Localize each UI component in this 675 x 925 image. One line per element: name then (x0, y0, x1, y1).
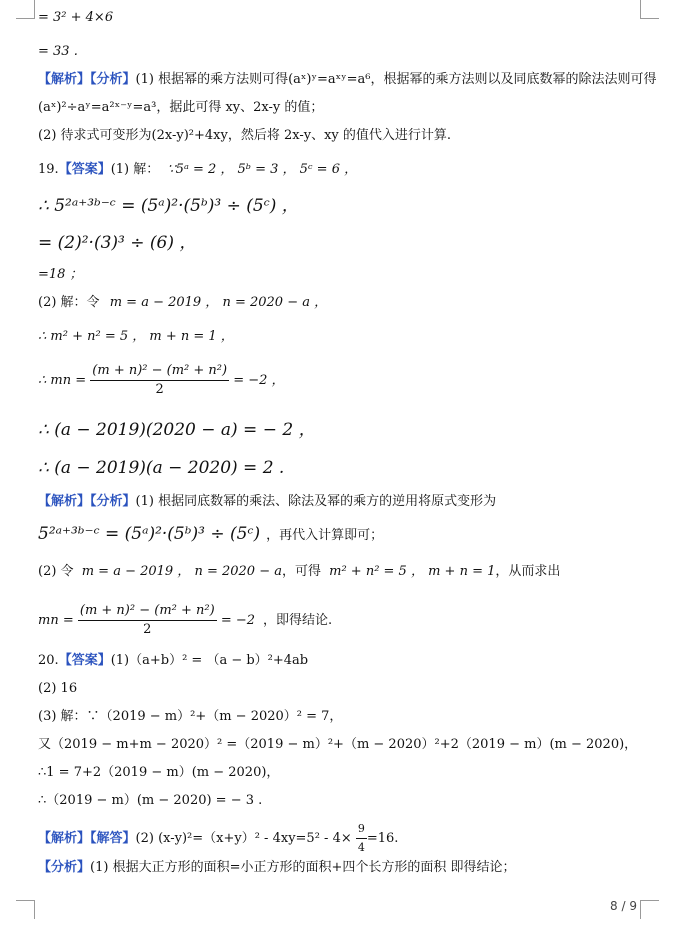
q19-part2-intro: (2) 解：令 m = a − 2019 ， n = 2020 − a ， (38, 295, 328, 310)
q19-step2: = (2)²·(3)³ ÷ (6) ， (38, 233, 197, 253)
q20-header: 20.【答案】(1)（a+b）² = （a − b）²+4ab (38, 653, 309, 668)
crop-mark-top-right (640, 0, 659, 19)
q20-a5: ∴1 = 7+2（2019 − m）(m − 2020)， (38, 765, 280, 780)
q19-analysis-line1: 【解析】【分析】(1) 根据同底数幂的乘法、除法及幂的乘方的逆用将原式变形为 (38, 494, 497, 509)
q18-analysis-line1: 【解析】【分析】(1) 根据幂的乘方法则可得(aˣ)ʸ=aˣʸ=a⁶，根据幂的乘方法则以及同底数幂的除法法则可得 (38, 72, 657, 87)
crop-mark-bottom-right (640, 900, 659, 919)
q20-analysis-c: 【分析】(1) 根据大正方形的面积=小正方形的面积+四个长方形的面积 即得结论； (38, 860, 516, 875)
q19-number: 19. (38, 162, 59, 177)
q20-a4: 又（2019 − m+m − 2020）² =（2019 − m）²+（m − 2020）²+2（2019 − m）(m − 2020)， (38, 737, 638, 752)
q19-header: 19.【答案】(1) 解： ∵5ᵃ = 2 ， 5ᵇ = 3 ， 5ᶜ = 6 ， (38, 162, 358, 177)
q19-step3: =18 ； (38, 267, 83, 282)
crop-mark-bottom-left (16, 900, 35, 919)
q19-part2-s3: ∴ (a − 2019)(2020 − a) = − 2 ， (38, 420, 316, 440)
analysis-tag: 【解析】【分析】 (38, 72, 136, 87)
q19-analysis-line4: mn = $\frac{\text{(m + n)² − (m² + n²)}}{2}$ = −2 ，即得结论. (38, 603, 333, 637)
q18-line2: = 33 . (38, 44, 78, 59)
fraction: $\frac{\text{(m + n)² − (m² + n²)}}{2}$ (79, 603, 215, 637)
q19-part2-s1: ∴ m² + n² = 5 ， m + n = 1 ， (38, 329, 234, 344)
q18-analysis-line1b: (aˣ)²÷aʸ=a²ˣ⁻ʸ=a³，据此可得 xy、2x-y 的值； (38, 100, 324, 115)
q18-analysis-line2: (2) 待求式可变形为(2x-y)²+4xy，然后将 2x-y、xy 的值代入进行计算. (38, 128, 452, 143)
crop-mark-top-left (16, 0, 35, 19)
fraction: $\frac{9}{4}$ (357, 822, 365, 854)
q19-part2-s2: ∴ mn = $\frac{\text{(m + n)² − (m² + n²)}}{2}$ = −2 ， (38, 363, 285, 397)
q20-a2: (2) 16 (38, 681, 78, 696)
q19-analysis-line3: (2) 令 m = a − 2019 ， n = 2020 − a，可得 m² + n² = 5 ， m + n = 1，从而求出 (38, 564, 561, 579)
q20-a6: ∴（2019 − m）(m − 2020) = − 3 . (38, 793, 263, 808)
q20-a3: (3) 解：∵（2019 − m）²+（m − 2020）² = 7， (38, 709, 343, 724)
q19-given: ∵5ᵃ = 2 ， 5ᵇ = 3 ， 5ᶜ = 6 ， (167, 162, 358, 177)
answer-tag: 【答案】 (58, 162, 111, 177)
q18-line1: = 3² + 4×6 (38, 10, 114, 25)
q20-number: 20. (38, 653, 59, 668)
fraction: $\frac{\text{(m + n)² − (m² + n²)}}{2}$ (92, 363, 228, 397)
q19-step1: ∴ 5²ᵃ⁺³ᵇ⁻ᶜ = (5ᵃ)²·(5ᵇ)³ ÷ (5ᶜ) ， (38, 196, 299, 216)
page-indicator: 8 / 9 (610, 899, 637, 913)
q19-analysis-line2: 5²ᵃ⁺³ᵇ⁻ᶜ = (5ᵃ)²·(5ᵇ)³ ÷ (5ᶜ) ，再代入计算即可； (38, 524, 384, 544)
q19-part2-s4: ∴ (a − 2019)(a − 2020) = 2 . (38, 458, 285, 478)
q20-analysis-b: 【解析】【解答】(2) (x-y)²=（x+y）² - 4xy=5² - 4× $\frac{9}{4}$ =16. (38, 820, 398, 857)
